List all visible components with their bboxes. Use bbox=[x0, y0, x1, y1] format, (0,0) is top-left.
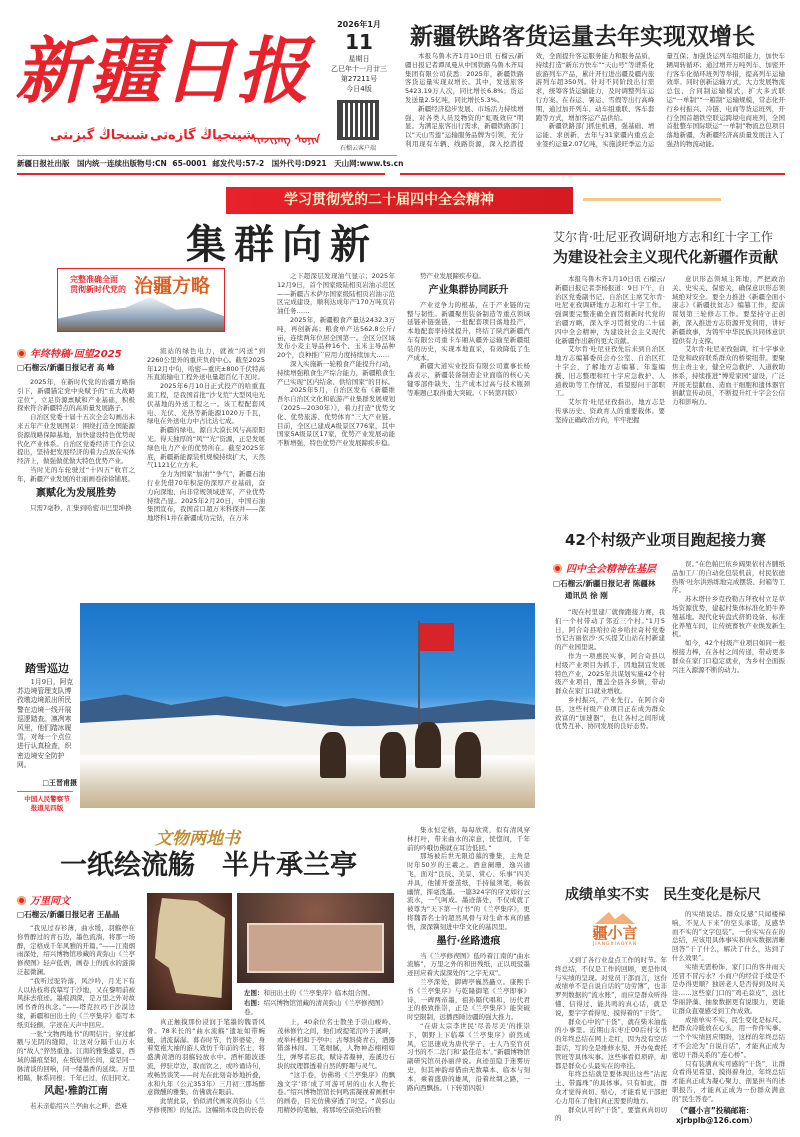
lanting-col4 bbox=[407, 826, 530, 1092]
paragraph: “这手卷，仿佛将《兰亭集序》的飘逸文字‘译’成了可游可居的山水人物长卷。”绍兴博物馆馆长何鸣雷凝视着画框中的画卷，目光仿佛穿透了时空。“黄弥山用精妙的笔触，将那场空前绝后的雅 bbox=[277, 1070, 395, 1114]
graphic-line2: 贯彻新时代党的 bbox=[70, 285, 126, 294]
aierken-col2 bbox=[672, 275, 785, 407]
paragraph: 又到了各行业盘点工作的时节。年终总结，不仅是工作的回顾，更是作风与实绩的呈现。对党员干部而言，这份成绩单不是自说自话的“功劳簿”，也非罗列数据的“流水账”，而应是群众听得懂、信得过、能共鸣的真心话，就是说，要字字看得见、摸得着的“干货”。 bbox=[555, 956, 667, 1017]
paragraph: 若未亲临绍兴兰亭曲水之畔，恐难 bbox=[30, 1102, 128, 1111]
paragraph: “我见过春衫薄，曲水缓，羽觞停在你曾醉过的青石边，墨色流淌，将那一场醉，定格成千年风雅的开篇。”——江南烟雨深处，绍兴博物馆珍藏的黄弥山《兰亭修禊图》轻声低语，画卷上的流水的涟漪泛起微澜。 bbox=[17, 924, 135, 976]
paragraph: 误。”在色帕巴依乡阔果依村杏脯纸品加工厂的自动化包装机前，村民依德热斯·吐尔洪熟练地完成摆袋、封箱等工序。 bbox=[672, 560, 785, 595]
paragraph: 艾尔肯·吐尼亚孜指出，地方志是传承历史、资政育人的重要载体。要坚持正确政治方向，牢牢把握 bbox=[555, 398, 665, 424]
paragraph: 产业竞争力的根基，在于产业链的完整与韧性。新疆聚焦装备制造等重点领域延链补链强链，一批配套项目落地投产，本地配套率持续提升，终结了陕汽新疆汽车有限公司重卡车厢从疆外运输至新疆组装的历史，实现本地直采，有效降低了生产成本。 bbox=[407, 300, 530, 362]
paragraph: 新疆经济稳步发展、市场活力持续增强，对各类人员及物资的“虹吸效应”明显。为满足旅客出行需求，新疆铁路部门以“天山雪莲”运输服务品牌为引领，充分利用现有车辆、线路资源，深入挖潜提效，全面提升客运服务能力和服务品质，持续打造“新东方快车”“天山号”等谱系化旅游列车产品，累计开行进出疆及疆内旅游列车超350列。针对不同阶段出行需求，统筹客货运输能力，及时调整列车运行方案。在春运、暑运、雪假等出行高峰期，通过加开列车、动车组重联、客车套跑等方式，增加客运产品供给。 bbox=[405, 52, 655, 148]
mountain-image bbox=[58, 297, 225, 332]
image-captions bbox=[244, 989, 396, 1018]
submission-email[interactable]: （“疆小言”投稿邮箱：xjrbplb@126.com） bbox=[676, 1106, 757, 1125]
graphic-line1: 完整准确全面 bbox=[70, 275, 118, 284]
horse-rider bbox=[455, 732, 481, 778]
cluster-col4 bbox=[407, 272, 530, 398]
paragraph: 兰亭深处，御碑亭巍然矗立。康熙手书《兰亭集序》与乾隆御笔《兰亭即事》诗，一碑两帝墨，祖孙隔代唱和，历代君王的极致推崇，正是《兰亭集序》能突破时空限制，远播西陲边疆的强大推力。 bbox=[407, 977, 530, 1022]
paragraph: 只有装满真实可感的“干货”，让群众看得见希望、摸得着身边，年终总结才能真正成为凝心聚力、剖显担当的述职报告，才能真正成为一份群众满意的“民生答卷”。 bbox=[672, 1059, 785, 1103]
newspaper-logo: 新疆日报 bbox=[15, 28, 312, 113]
paragraph: 势产业发展蹄疾步稳。 bbox=[420, 272, 485, 280]
cluster-col1 bbox=[17, 378, 135, 512]
paragraph: 此情此景，恰似清代画家黄弥山《兰亭修禊图》的复活。这幅绢本设色的长卷 bbox=[147, 1097, 265, 1114]
paragraph: 苏木塔什乡克孜勒吉拜孜村立足草场资源优势，建起村集体标准化奶牛养殖基地。现代化转盘式挤奶设备、标准化养殖车间，让传统畜牧产业焕发新生机。 bbox=[672, 595, 785, 639]
paragraph: 群众心中的“干货”，就在柴米油盐的小事里。近期山东枣庄00后村支书的年终总结在网上走红，因为没有空话套话，写的全是维修水渠、开办免费托管班等具体实事。这些事看似琐碎，却都是群众心头最实在的牵挂。 bbox=[555, 1017, 667, 1070]
subheading: 风起·雅韵江南 bbox=[44, 1086, 108, 1098]
note-line: 报道见四版 bbox=[30, 804, 64, 812]
decorative-rule bbox=[583, 198, 721, 201]
paragraph: 本报乌鲁木齐1月10日讯 石榴云/新疆日报记者谭凤曼从中国铁路乌鲁木齐局集团有限公司获悉：2025年，新疆铁路客货运量实现双增长。其中，发送旅客5423.19万人次，同比增长6.8%；货运发送量2.5亿吨，同比增长5.3%。 bbox=[405, 52, 524, 104]
red-flag-icon bbox=[420, 623, 454, 651]
section-tag: 年终特稿·回望2025 bbox=[17, 345, 122, 360]
paragraph: 2025年5月，自治区发布《新疆维吾尔自治区文化和旅游产业集群发展规划（2025—2030年）》，着力打造“优势文化、优势旅游、优势体育”三大产业链。目前，全区已建成A级景区776家，其中国家5A级景区17家，优势产业发展动能不断增强，特色优势产业发展蹄疾步稳。 bbox=[277, 386, 395, 448]
lanting-col2 bbox=[147, 1018, 265, 1115]
strategy-graphic bbox=[57, 268, 225, 332]
divider bbox=[17, 791, 73, 792]
qr-code-icon[interactable] bbox=[337, 100, 379, 140]
mountain-logo-icon bbox=[595, 912, 635, 924]
caption-label: 右图： bbox=[244, 998, 264, 1007]
issue-number: 第27211号 bbox=[340, 75, 378, 83]
column-kicker: 文物两地书 bbox=[155, 829, 240, 849]
horse-rider bbox=[380, 732, 406, 778]
aierken-headline: 为建设社会主义现代化新疆作贡献 bbox=[553, 248, 779, 266]
police-day-note[interactable] bbox=[17, 795, 77, 813]
divider bbox=[17, 155, 397, 156]
paragraph: 群众认可的“干货”，要靠真真切切的 bbox=[555, 1105, 667, 1123]
rail-headline: 新疆铁路客货运量去年实现双增长 bbox=[410, 24, 755, 50]
paragraph: 艾尔肯·吐尼亚孜强调，红十字事业是党和政府联系群众的桥梁纽带。要聚焦主责主业，健全应急救护、人道救助体系，持续推进“博爱家园”建设，广泛开展无偿献血、造血干细胞和遗体器官捐献宣传动员，不断提升红十字会公信力和影响力。 bbox=[672, 345, 785, 407]
scroll-painting bbox=[247, 923, 384, 973]
lanting-headline: 一纸绘流觞 半片承兰亭 bbox=[60, 850, 357, 881]
qr-label: 石榴云客户端 bbox=[339, 145, 376, 152]
caption-label: 左图： bbox=[244, 989, 264, 997]
date-year-month: 2026年1月 bbox=[337, 20, 381, 29]
byline: □石榴云/新疆日报记者 王晶晶 bbox=[17, 910, 120, 919]
paragraph: 作为一项惠民实事，阿合奇县以村级产业项目为抓手，因地制宜发展特色产业，2025年共谋划实施42个村级产业项目，覆盖全县各乡镇，带动群众在家门口就业增收。 bbox=[555, 651, 665, 696]
lunar-date: 乙巳年十一月廿三 bbox=[331, 65, 387, 73]
paragraph: 意识形态领域主阵地，严把政治关、史实关、保密关，确保意识形态领域绝对安全。要全力推进《新疆全面小康志》《新疆扶贫志》编纂工作，提前谋划第三轮修志工作。要坚持守正创新，深入推进方志资源开发利用，讲好新疆故事，为铸牢中华民族共同体意识提供有力支撑。 bbox=[672, 275, 785, 345]
aierken-col1 bbox=[555, 275, 665, 425]
border-patrol-photo bbox=[80, 603, 535, 808]
subheading: 产业集群协同跃升 bbox=[428, 284, 509, 296]
photo-credit: □王晋甫摄 bbox=[42, 779, 77, 787]
horse-rider bbox=[415, 722, 441, 768]
divider bbox=[17, 173, 385, 175]
graphic-title: 治疆方略 bbox=[134, 275, 211, 297]
paragraph: 新疆大道实业投资有限公司董事长杨森表示，新疆装备制造企业面临的核心关键零部件缺失、生产成本过高与技术瓶颈等难题已取得重大突破。（下转第四版） bbox=[407, 362, 530, 397]
paragraph: 2025年，在新时代党的治疆方略指引下，新疆锚定党中央赋予的“五大战略定位”，立足资源禀赋和产业基础，积极探索符合新疆特点的高质量发展路子。 bbox=[17, 378, 135, 413]
manuscript-photo bbox=[147, 893, 232, 1010]
paragraph: 之下超深层发现油气显示；2025年12月9日，首个国家级陆相页岩油示范区——新疆吉木萨尔国家级陆相页岩油示范区完成建设，顺利达成年产170万吨页岩油任务…… bbox=[277, 272, 395, 316]
byline: □石榴云/新疆日报记者 高 峰 bbox=[17, 363, 115, 372]
paragraph: 的实绩说话。群众反感“只闻楼梯响，不见人下来”的空头承诺，反感华而不实的“文字包装”。一份实实在在的总结，应该用具体事实和真实数据清晰回答“干了什么，解决了什么，达到了什么效果”。 bbox=[672, 910, 785, 962]
paragraph: 当《兰亭修禊图》低吟着江南的“曲水流觞”，万里之外的和田残纸，正以斑驳墨迹回应着大漠深处的“之字无双”。 bbox=[407, 951, 530, 978]
byline: 通讯员 徐 刚 bbox=[565, 591, 608, 600]
paragraph: 流站的绿色电力，就被“闪送”到2260公里外的重庆负荷中心。截至2025年12月中旬，哈密—重庆±800千伏特高压直流输电工程外送电量超百亿千瓦时。 bbox=[147, 347, 265, 382]
section-tag: 万里同文 bbox=[17, 892, 70, 907]
rail-body bbox=[405, 52, 785, 149]
masthead-uyghur: شىنجاڭ گېزىتى bbox=[50, 128, 149, 143]
cluster-headline: 集群向新 bbox=[186, 222, 378, 268]
paragraph: “我听过驼铃落，风沙吟，月光下有人以枯枝将我摹写于沙地，又在黎明前被风抹去痕迹。墨痕洇深，是万里之外对故园书香的执念。”——塔克拉玛干沙漠边缘，新疆和田出土的《兰亭集序》临写本纸页轻颤，字迹在天声中回应。 bbox=[17, 976, 135, 1029]
paragraph: 如今，42个村级产业项目如同一根根接力棒，在各村之间传递，带动更多群众在家门口稳定就业，为乡村全面振兴注入源源不断的动力。 bbox=[672, 639, 785, 674]
paragraph: 乡村振兴，产业先行。在阿合奇县，这些村级产业项目正在成为群众致富的“加速器”，也让各村之间形成优势互补、协同发展的良好态势。 bbox=[555, 695, 665, 731]
paragraph: 成绩单实不实，民生变化是标尺。把群众冷暖放在心头，用一件件实事、一个个实绩回应期盼，这样的年终总结才不会沦为“自说自话”，才能真正成为密切干群关系的“连心桥”。 bbox=[672, 1015, 785, 1059]
paragraph: 只需7毫秒，汇集到哈密市巴里坤换 bbox=[30, 503, 132, 512]
logo-text: 疆小言 bbox=[592, 924, 638, 942]
paragraph: 自治区党委十届十五次全会勾画出未来五年产业发展图景：围绕打造全国能源资源战略保障基地，加快建设特色优势现代化产业体系。自治区党委经济工作会议提出，坚持把发展经济的着力点放在实体经济上，做强做优做大特色优势产业。 bbox=[17, 413, 135, 466]
village-col2 bbox=[672, 560, 785, 674]
paragraph: 年终总结就是要体现出这些“沾泥土、带露珠”的具体事。只有如此，群众才觉得真切、贴心，才能看见干部把心力用在了他们真正需要的地方。 bbox=[555, 1070, 667, 1105]
page-count: 今日4版 bbox=[346, 85, 372, 93]
lanting-col1 bbox=[17, 924, 135, 1111]
editorial-col2 bbox=[672, 910, 785, 1104]
scroll-painting-photo bbox=[237, 893, 394, 983]
photo-caption: 1月9日，阿克苏边境管理支队博孜墩边境派出所民警在边境一线开展巡逻踏查。凛冽寒风里，他们踏冰履雪，对每一个点位进行认真检查，织密边境安全防护网。 bbox=[17, 678, 74, 769]
weekday: 星期日 bbox=[348, 55, 370, 63]
date-box bbox=[326, 20, 392, 94]
paragraph: 艾尔肯·吐尼亚孜先后来到自治区地方志编纂委员会办公室、自治区红十字会，了解地方志编纂、年鉴编撰、旧志整理和红十字应急救护、人道救助等工作情况，看望慰问干部职工。 bbox=[555, 345, 665, 398]
paragraph: 2025年，新疆粮食产量达2432.3万吨，再创新高；粮食单产达562.8公斤/亩，连续两年位居全国第一。全区分区域发布小麦主导品种16个、玉米主导品种20个，良种推广应用力度持续加大…… bbox=[277, 315, 395, 360]
aierken-kicker: 艾尔肯·吐尼亚孜调研地方志和红十字工作 bbox=[553, 230, 773, 244]
masthead-kazakh: شينجياڭ گازەتى bbox=[150, 128, 256, 143]
subheading: 禀赋化为发展胜势 bbox=[36, 487, 116, 499]
village-headline: 42个村级产业项目跑起接力赛 bbox=[565, 531, 766, 549]
section-banner: 学习贯彻党的二十届四中全会精神 bbox=[226, 187, 573, 214]
paragraph: “现在村里建厂就像跑接力赛，我们一个村带动了邻近三个村。”1月5日，阿合奇县哈拉奇乡哈拉奇村党委书记古丽依沙·买买提艾山站在村新建的产业园里说。 bbox=[555, 608, 665, 652]
editorial-col1 bbox=[555, 956, 667, 1123]
masthead-mongolian: ᠰᠢᠨᠵᠢᠶᠠᠩ ᠰᠤᠨᠢᠨ bbox=[250, 133, 321, 146]
editorial-logo bbox=[580, 912, 650, 948]
lanting-col3 bbox=[277, 1018, 395, 1115]
paragraph: 集永恒定格，每每欣赏，似有清风穿林打叶，带来曲水的凉意，恍惚间，千年前的吟哦仿佛就在耳边低回。” bbox=[407, 826, 530, 852]
paragraph: 上，40余位名士散坐于崇山峻岭、茂林修竹之间，他们或提笔沉吟于溪畔，或举杯相和于亭中；古琴斜倚青石，酒器错落林间。工笔细腻，人物神态栩栩如生，弹琴者忘我，赋诗者凝神，连溪边石块的纹理都透着自然的野趣与灵气。 bbox=[277, 1018, 395, 1070]
village-col1 bbox=[555, 608, 665, 731]
subheading: 墨行·丝路遗痕 bbox=[436, 935, 501, 947]
logo-subtext: JIANGXIAOYAN bbox=[592, 942, 638, 947]
paragraph: 新疆的绿电，源自大漠长风与高原阳光。得天独厚的“风”“光”资源，正是发展绿色电力产业的优势所在。截至2025年底，新疆新能源装机规模持续扩大，天然气1121亿立方米。 bbox=[147, 426, 265, 470]
paragraph: 那场被后世无限追慕的雅集，主角是时年50岁的王羲之。酒意阑珊，逸兴遄飞，面对“良辰、美景、赏心、乐事”四美并具，他铺开蚕茧纸，手持鼠须笔，畅叙幽情，挥毫泼墨。一篇324字的序文如行云流水，一气呵成。墨迹落处，不仅成就了被尊为“天下第一行书”的《兰亭集序》，更将魏晋名士的超然风骨与对生命本真的感悟，深深镌刻进中华文化的基因里。 bbox=[407, 852, 530, 931]
caption-left: 和田出土的《兰亭集序》临本组合图。 bbox=[263, 989, 374, 997]
paragraph: “在唐太宗李世民‘尽善尽美’的推崇下，朝野上下临摹《兰亭集序》蔚然成风，它迅速成为唐代学子、士人乃至官员习书的不二法门和‘最佳范本’。”新疆博物馆副研究馆员孙丽萍说。真迹虽隐于迷雾历史，但其神韵却借由无数摹本、临本与刻本，乘着盛唐的雄风，沿着丝绸之路，一路向西飘扬。（下转第四版） bbox=[407, 1021, 530, 1092]
paragraph: 新疆铁路部门抓住机遇，强基础、增运能、求创新，去年与31家疆内重点企业签约运量2.07亿吨，实施淡旺季运力运量互保；加强货运列车组织能力，加快车辆周转循环；通过增开万吨列车、加密开行客车化循环班列等举措，提高列车运输效率。同时创新运输方式，大力发展物流总包、合同制运输模式，扩大多式联运“一单制”“一箱制”运输规模，常态化开行乡村振兴、冷链、电商等货运班列，开行全国首趟铁空联运跨境电商班列，全国首批整车国际联运“一单制”物流总包项目落地新疆，为新疆经济高质量发展注入了强劲的物流动能。 bbox=[535, 52, 785, 148]
publication-info: 新疆日报社出版 国内统一连续出版物号:CN 65-0001 邮发代号:57-2 国外代号:D921 天山网:www.ts.cn bbox=[17, 159, 404, 168]
section-tag: 四中全会精神在基层 bbox=[553, 560, 656, 575]
manuscript-fragment bbox=[155, 898, 225, 998]
paragraph: 真正触摸那份浸润于笔墨的魏晋风骨。78米长的“曲水流觞”遗址如带蜿蜒，清流潺潺。暮春时节，竹影婆娑，身着宽袍大袖的游人效仿千年前的名士，将盛满黄酒的羽觞轻放水中。酒杯随波逐流，停驻岸边，取而饮之，或吟诵诗句，或畅然谈笑——时光在此刻奇妙地折叠，永和九年（公元353年）三月初三那场醉意微醺的雅集，仿佛就在眼前。 bbox=[147, 1018, 265, 1097]
paragraph: 实绩无需粉饰，家门口的客井雨天还冒不冒污水？小商户的经营手续是不是办得更顺？独居老人是否得到及时关注……这些家门口的“鸡毛蒜皮”，远比华丽辞藻、抽象数据更有说服力，更能让群众直观感受到工作成效。 bbox=[672, 962, 785, 1015]
divider bbox=[400, 173, 785, 175]
paragraph: 一张“文物两地书”的明信片，穿过邮戳与光阴的缝隙，让这对分隔千山万水的“故人”猝然重逢。江南的雅集盛景，西域的墨痕坚韧，在纸短情长间，竟是同一脉清谈的回响，同一缕墨香的延续。万里相隔，脉系同根；千年已过，依旧同文。 bbox=[17, 1029, 135, 1082]
cluster-col3 bbox=[277, 272, 395, 448]
paragraph: 深入实施新一轮粮食产能提升行动，持续增强粮食生产综合能力，新疆粮食生产已实现“区内结余、供给国家”的目标。 bbox=[277, 359, 395, 386]
paragraph: 本报乌鲁木齐1月10日讯 石榴云/新疆日报记者李杨报道：9日下午，自治区党委副书记、自治区主席艾尔肯·吐尼亚孜调研地方志和红十字工作。强调要完整准确全面贯彻新时代党的治疆方略，深入学习贯彻党的二十届四中全会精神，为建设社会主义现代化新疆作出新的更大贡献。 bbox=[555, 275, 665, 345]
paragraph: 2025年6月10日正式投产的哈重直流工程，是我国首批“沙戈荒”大型风电光伏基地的外送工程之一。该工程配套风电、光伏、光热等新能源1020万千瓦，绿电在外送电力中占比达七成。 bbox=[147, 382, 265, 426]
note-line: 中国人民警察节 bbox=[24, 795, 70, 803]
paragraph: 全力为国家“加油”“争气”，新疆石油行业凭借70年积淀的深厚产业基础，奋力向深地、向非常规领域进军，产业优势持续凸显。2025年2月20日，中国石油集团宣布，我国首口超万米科探井——深地塔科1井在新疆成功完钻，在万米 bbox=[147, 470, 265, 523]
horse-rider bbox=[320, 732, 346, 778]
byline: □石榴云/新疆日报记者 陈疆林 bbox=[553, 579, 656, 588]
paragraph: 当时光的车轮驶过“十四五”收官之年，新疆产业发展的壮丽画卷徐徐铺展。 bbox=[17, 465, 135, 483]
caption-right: 绍兴博物馆馆藏的清黄弥山《兰亭修禊图》卷。 bbox=[244, 998, 387, 1016]
cluster-col2 bbox=[147, 347, 265, 523]
editorial-headline: 成绩单实不实 民生变化是标尺 bbox=[565, 887, 761, 903]
date-day: 11 bbox=[345, 30, 373, 54]
photo-title: 踏雪巡边 bbox=[25, 662, 69, 675]
